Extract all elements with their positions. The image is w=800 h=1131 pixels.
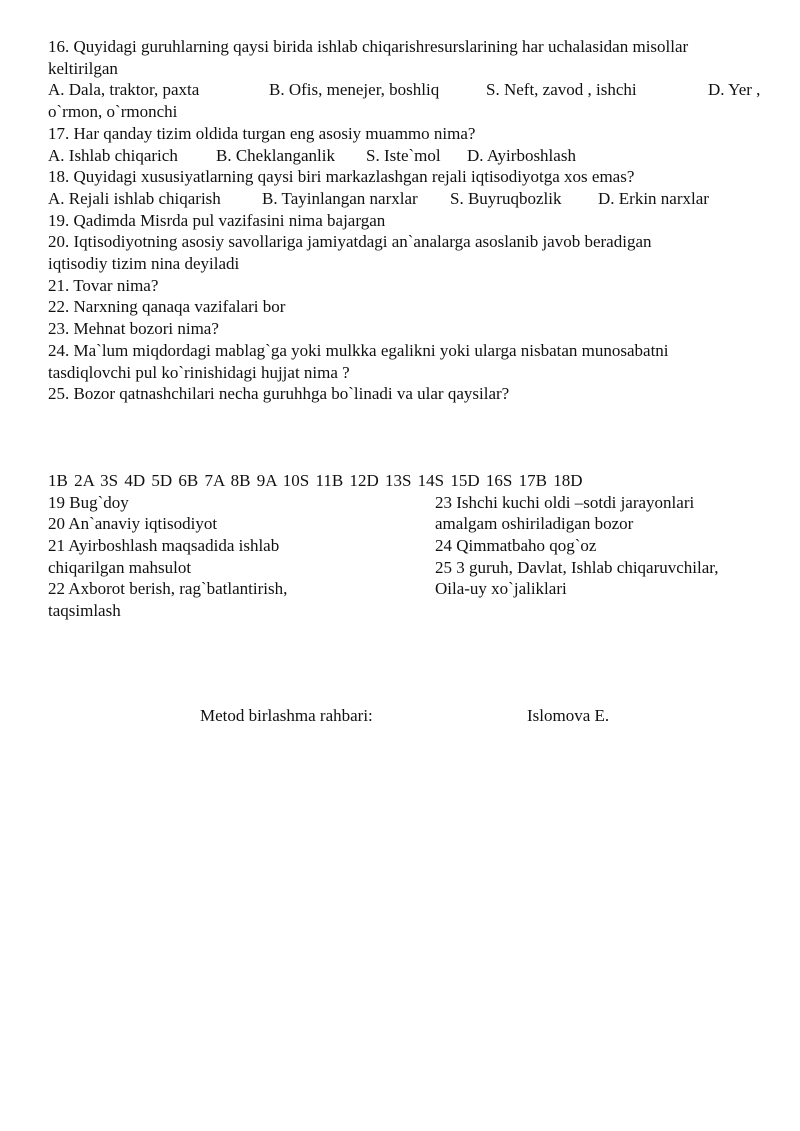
question-20-text-line1: 20. Iqtisodiyotning asosiy savollariga jamiyatdagi an`analarga asoslanib javob beradigan: [48, 232, 652, 252]
question-17-option-d: D. Ayirboshlash: [467, 145, 576, 165]
question-24-text-line1: 24. Ma`lum miqdordagi mablag`ga yoki mulkka egalikni yoki ularga nisbatan munosabatni: [48, 340, 669, 360]
question-16-option-b: B. Ofis, menejer, boshliq: [269, 80, 440, 100]
question-18-option-a: A. Rejali ishlab chiqarish: [48, 188, 221, 208]
question-24: [48, 340, 773, 383]
signature-name: Islomova E.: [527, 706, 610, 725]
question-16-text-line2: keltirilgan: [48, 58, 118, 78]
answer-20: 20 An`anaviy iqtisodiyot: [48, 514, 218, 534]
questions-section: [48, 36, 773, 622]
question-22: 22. Narxning qanaqa vazifalari bor: [48, 297, 286, 317]
question-16: [48, 36, 773, 123]
question-18-options: [48, 188, 773, 210]
question-17-text: 17. Har qanday tizim oldida turgan eng asosiy muammo nima?: [48, 123, 476, 143]
question-16-options: [48, 79, 773, 101]
answer-22-line1: 22 Axborot berish, rag`batlantirish,: [48, 579, 288, 599]
question-16-text-line1: 16. Quyidagi guruhlarning qaysi birida ishlab chiqarishresurslarining har uchalasidan misollar: [48, 37, 689, 56]
question-24-text-line2: tasdiqlovchi pul ko`rinishidagi hujjat nima ?: [48, 362, 350, 382]
signature-footer: [0, 706, 800, 730]
open-answers: [48, 492, 773, 622]
question-18-text: 18. Quyidagi xususiyatlarning qaysi biri markazlashgan rejali iqtisodiyotga xos emas?: [48, 167, 635, 187]
question-18-option-c: S. Buyruqbozlik: [450, 188, 562, 208]
answer-23-line2: amalgam oshiriladigan bozor: [435, 514, 634, 534]
answer-23-line1: 23 Ishchi kuchi oldi –sotdi jarayonlari: [435, 492, 695, 512]
question-16-option-a: A. Dala, traktor, paxta: [48, 80, 200, 100]
answer-25-line1: 25 3 guruh, Davlat, Ishlab chiqaruvchilar,: [435, 557, 719, 577]
section-spacer: [48, 405, 773, 470]
answer-21-line1: 21 Ayirboshlash maqsadida ishlab: [48, 536, 280, 556]
answer-24: 24 Qimmatbaho qog`oz: [435, 536, 597, 556]
answers-right-column: [435, 492, 773, 622]
signature-role: Metod birlashma rahbari:: [200, 706, 373, 725]
question-17-option-c: S. Iste`mol: [366, 145, 441, 165]
question-23: 23. Mehnat bozori nima?: [48, 319, 219, 339]
question-25: 25. Bozor qatnashchilari necha guruhhga bo`linadi va ular qaysilar?: [48, 384, 510, 404]
answer-key: 1B 2A 3S 4D 5D 6B 7A 8B 9A 10S 11B 12D 13S 14S 15D 16S 17B 18D: [48, 470, 583, 490]
question-16-option-c: S. Neft, zavod , ishchi: [486, 80, 637, 100]
question-17: [48, 123, 773, 166]
question-16-option-d: D. Yer ,: [708, 80, 761, 100]
question-21: 21. Tovar nima?: [48, 275, 159, 295]
answer-21-line2: chiqarilgan mahsulot: [48, 557, 192, 577]
question-19: 19. Qadimda Misrda pul vazifasini nima bajargan: [48, 210, 386, 230]
question-20-text-line2: iqtisodiy tizim nina deyiladi: [48, 254, 240, 274]
question-18: [48, 166, 773, 209]
question-18-option-b: B. Tayinlangan narxlar: [262, 188, 418, 208]
question-18-option-d: D. Erkin narxlar: [598, 188, 709, 208]
answer-19: 19 Bug`doy: [48, 492, 129, 512]
question-16-option-d-cont: o`rmon, o`rmonchi: [48, 102, 178, 122]
answer-25-line2: Oila-uy xo`jaliklari: [435, 579, 567, 599]
question-17-option-b: B. Cheklanganlik: [216, 145, 335, 165]
answer-22-line2: taqsimlash: [48, 601, 121, 621]
question-20: [48, 231, 773, 274]
question-17-option-a: A. Ishlab chiqarich: [48, 145, 178, 165]
question-17-options: [48, 145, 773, 167]
answers-left-column: [48, 492, 435, 622]
